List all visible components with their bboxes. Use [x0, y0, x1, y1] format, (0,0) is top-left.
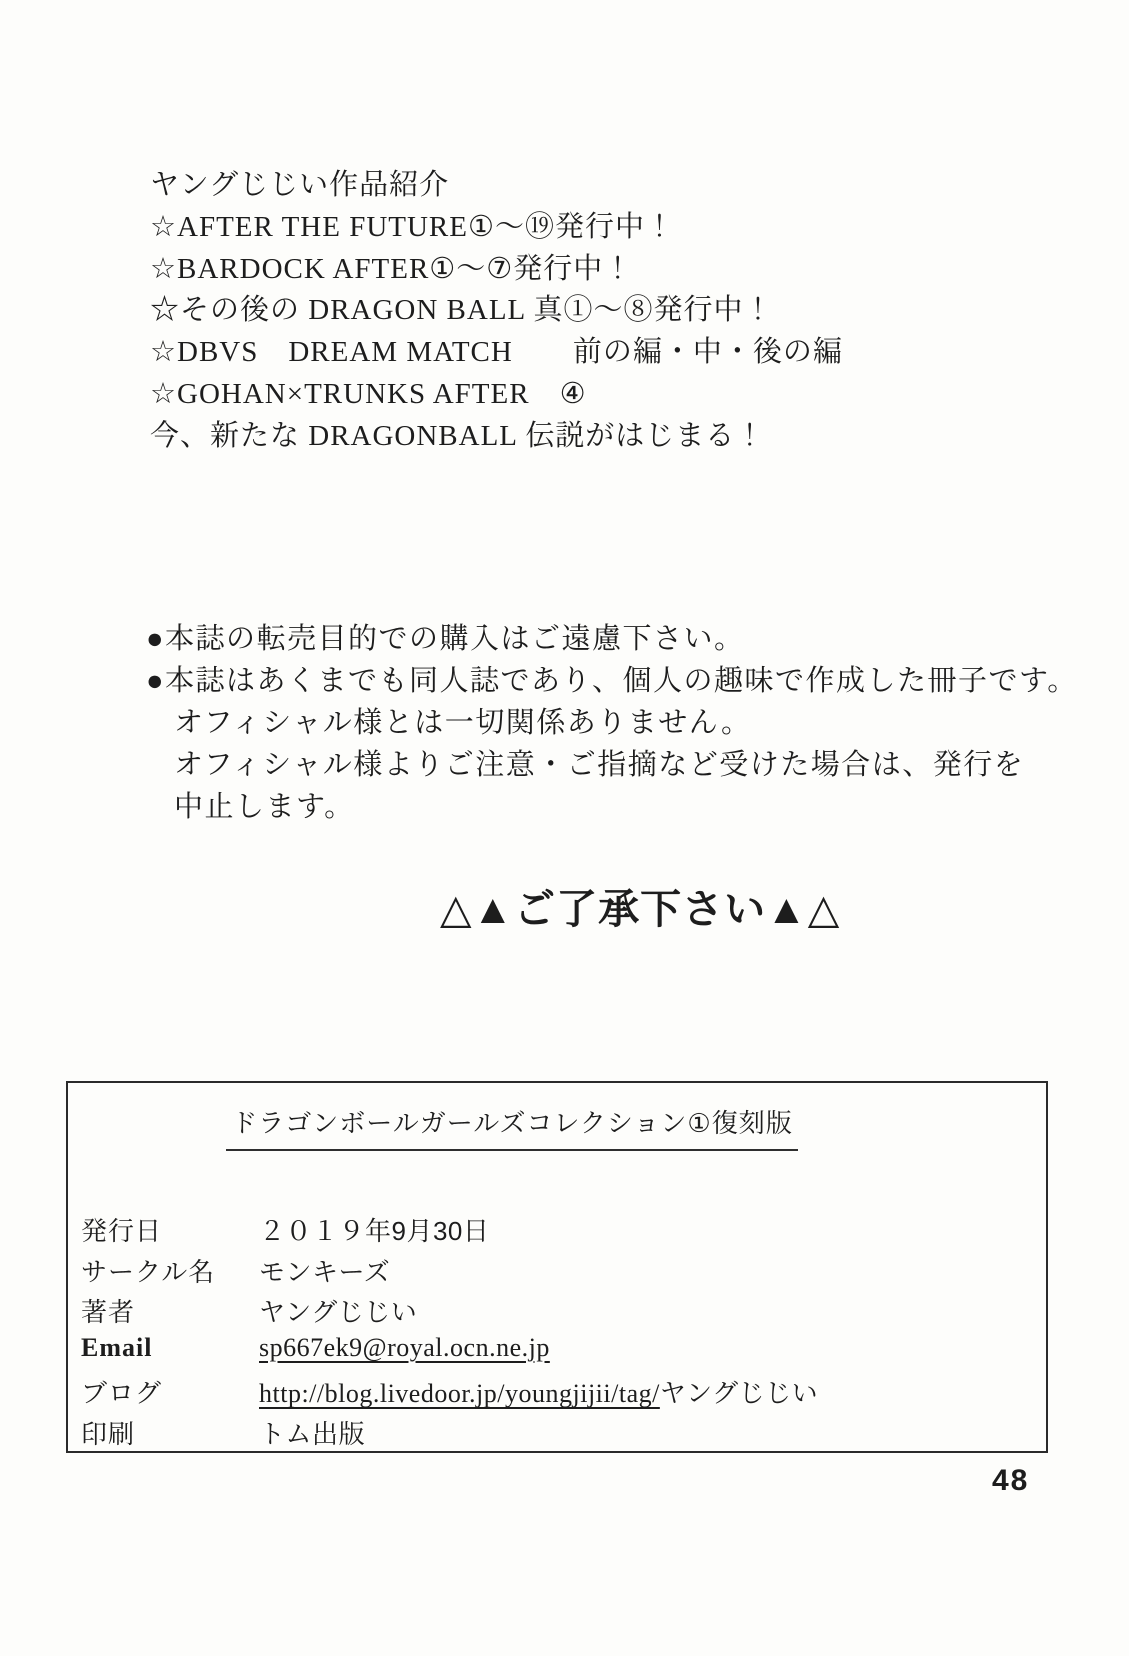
colophon-row-email [81, 1333, 1033, 1374]
page-number: 48 [992, 1464, 1030, 1497]
colophon-label: 印刷 [81, 1418, 136, 1449]
colophon-label: Email [81, 1332, 153, 1362]
email-address: sp667ek9@royal.ocn.ne.jp [259, 1332, 550, 1362]
works-item: ☆BARDOCK AFTER①～⑦発行中！ [150, 252, 634, 285]
colophon-title-row [68, 1103, 1046, 1151]
works-item: ☆GOHAN×TRUNKS AFTER ④ [150, 377, 587, 410]
colophon-box [66, 1081, 1048, 1453]
notice-line: オフィシャル様とは一切関係ありません。 [174, 707, 752, 739]
works-intro-heading: ヤングじじい作品紹介 [150, 169, 450, 201]
colophon-rows [81, 1211, 1033, 1455]
blog-url-suffix: ヤングじじい [659, 1379, 819, 1409]
acknowledge-line: △▲ご了承下さい▲△ [440, 886, 841, 932]
colophon-row-printer [81, 1414, 1033, 1455]
colophon-row-circle-name [81, 1252, 1033, 1293]
works-item: ☆その後の DRAGON BALL 真①～⑧発行中！ [150, 294, 774, 327]
notice-line: オフィシャル様よりご注意・ご指摘など受けた場合は、発行を [174, 749, 1025, 781]
colophon-label: ブログ [81, 1378, 163, 1409]
colophon-title: ドラゴンボールガールズコレクション①復刻版 [226, 1103, 797, 1151]
works-item: ☆DBVS DREAM MATCH 前の編・中・後の編 [150, 336, 843, 369]
colophon-row-author [81, 1292, 1033, 1333]
works-intro-section [150, 165, 843, 458]
colophon-label: 発行日 [81, 1216, 163, 1246]
colophon-label: 著者 [81, 1297, 136, 1328]
colophon-value: トム出版 [259, 1418, 366, 1449]
colophon-row-issue-date [81, 1211, 1033, 1252]
works-tagline: 今、新たな DRAGONBALL 伝説がはじまる！ [150, 419, 766, 452]
colophon-value: ２０１９年9月30日 [259, 1216, 490, 1246]
notice-line: ●本誌はあくまでも同人誌であり、個人の趣味で作成した冊子です。 [146, 665, 1078, 697]
colophon-row-blog [81, 1373, 1033, 1414]
blog-url [259, 1373, 818, 1410]
notices-section [146, 618, 1078, 828]
blog-url-link-part: http://blog.livedoor.jp/youngjijii/tag/ [259, 1379, 660, 1409]
works-item: ☆AFTER THE FUTURE①～⑲発行中！ [150, 210, 675, 243]
notice-line: ●本誌の転売目的での購入はご遠慮下さい。 [146, 623, 745, 655]
colophon-value: ヤングじじい [259, 1298, 418, 1328]
notice-line: 中止します。 [174, 791, 355, 823]
colophon-label: サークル名 [81, 1256, 216, 1287]
colophon-value: モンキーズ [259, 1257, 391, 1287]
